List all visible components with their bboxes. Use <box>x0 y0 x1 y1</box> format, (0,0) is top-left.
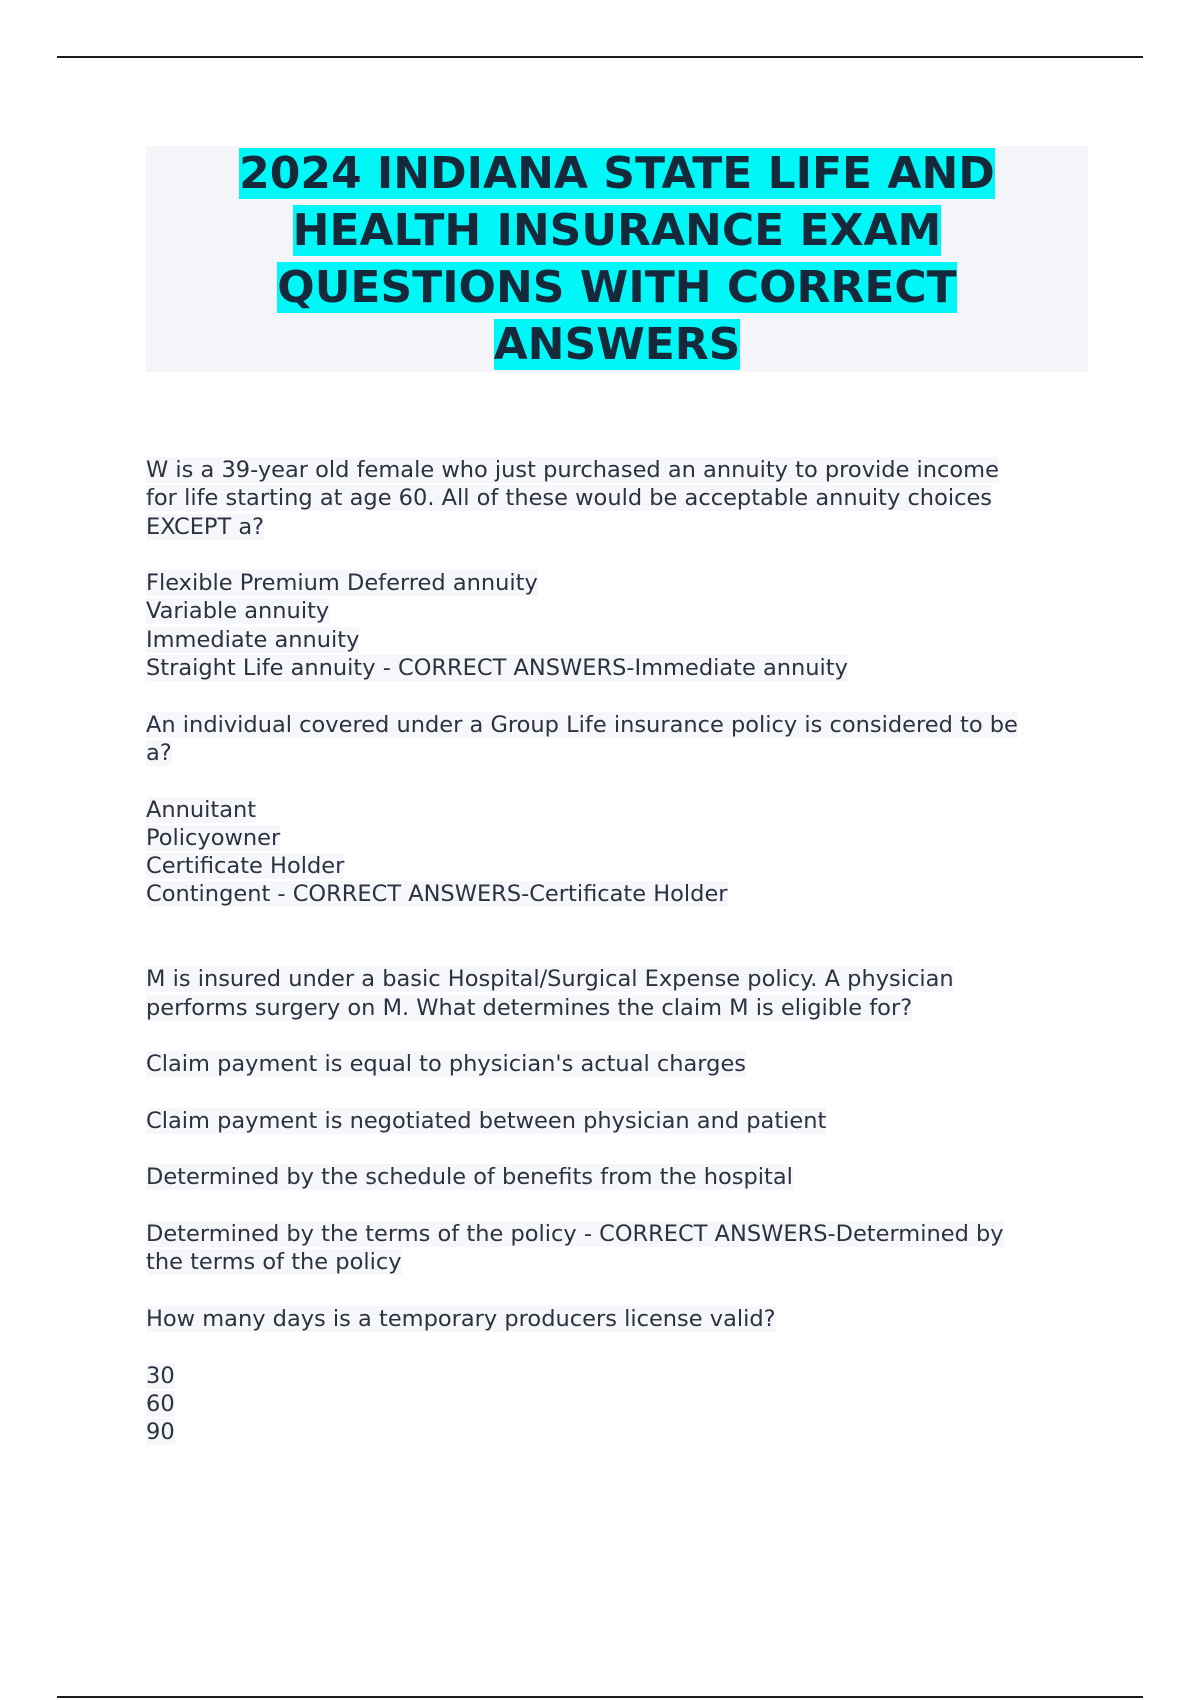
question-2-prompt-line-1: An individual covered under a Group Life insurance policy is considered to be <box>146 711 1018 738</box>
question-3-option-2: Claim payment is negotiated between physician and patient <box>146 1107 827 1134</box>
question-4-prompt-line-1: How many days is a temporary producers license valid? <box>146 1305 776 1332</box>
question-3-option-1: Claim payment is equal to physician's actual charges <box>146 1051 747 1078</box>
question-3-option-4-answer-line-2: the terms of the policy <box>146 1249 402 1276</box>
question-1-option-4-answer: Straight Life annuity - CORRECT ANSWERS-Immediate annuity <box>146 655 848 682</box>
document-title: 2024 INDIANA STATE LIFE AND HEALTH INSURANCE EXAM QUESTIONS WITH CORRECT ANSWERS <box>239 148 995 370</box>
question-1-option-1: Flexible Premium Deferred annuity <box>146 570 538 597</box>
question-4-option-1: 30 <box>146 1362 175 1389</box>
footer-rule <box>57 1696 1143 1698</box>
question-3-option-4-answer-line-1: Determined by the terms of the policy - CORRECT ANSWERS-Determined by <box>146 1221 1004 1248</box>
question-3-prompt-line-1: M is insured under a basic Hospital/Surgical Expense policy. A physician <box>146 966 954 993</box>
question-2-option-3: Certificate Holder <box>146 853 345 880</box>
question-2-prompt-line-2: a? <box>146 739 172 766</box>
question-3 <box>146 965 1096 1276</box>
question-4 <box>146 1305 1096 1446</box>
header-rule <box>57 56 1143 58</box>
question-1-prompt-line-1: W is a 39-year old female who just purchased an annuity to provide income <box>146 457 999 483</box>
document-body <box>146 456 1096 1446</box>
question-4-option-3: 90 <box>146 1419 175 1446</box>
question-2-option-4-answer: Contingent - CORRECT ANSWERS-Certificate Holder <box>146 881 728 908</box>
question-1-option-2: Variable annuity <box>146 598 330 625</box>
question-3-option-3: Determined by the schedule of benefits from the hospital <box>146 1164 793 1191</box>
question-2-option-1: Annuitant <box>146 796 257 823</box>
question-1-prompt-line-3: EXCEPT a? <box>146 513 265 540</box>
title-banner <box>146 146 1088 372</box>
question-1 <box>146 456 1096 682</box>
question-4-option-2: 60 <box>146 1390 175 1417</box>
question-3-prompt-line-2: performs surgery on M. What determines the claim M is eligible for? <box>146 994 913 1021</box>
question-2 <box>146 711 1096 909</box>
question-1-option-3: Immediate annuity <box>146 626 360 653</box>
question-2-option-2: Policyowner <box>146 824 281 851</box>
question-1-prompt-line-2: for life starting at age 60. All of these would be acceptable annuity choices <box>146 485 993 512</box>
